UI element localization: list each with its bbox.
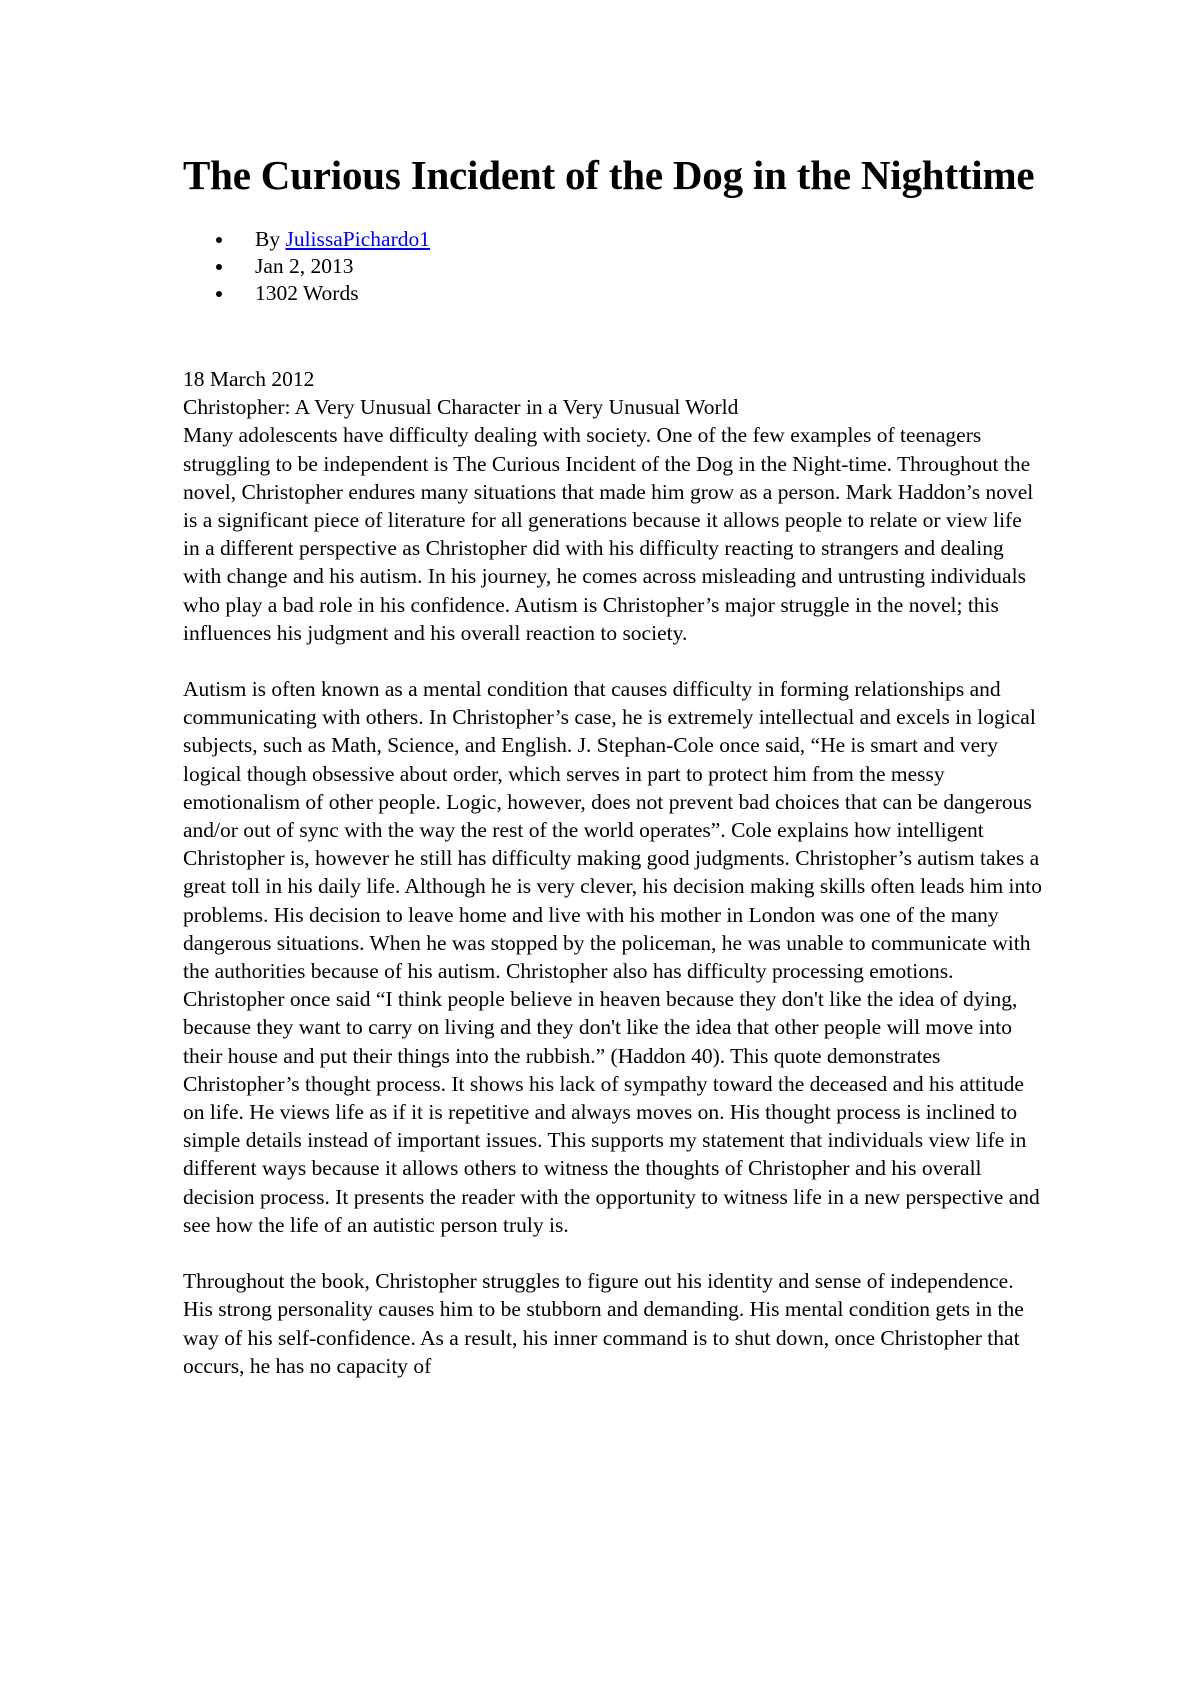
meta-author-item: [255, 226, 1043, 253]
essay-date-line: 18 March 2012: [183, 367, 315, 391]
essay-paragraph-1: Many adolescents have difficulty dealing with society. One of the few examples of teenagers struggling to be independent is The Curious Incident of the Dog in the Night-time. Throughout the novel, Christopher endures many situations that made him grow as a person. Mark Haddon’s novel is a significant piece of literature for all generations because it allows people to relate or view life in a different perspective as Christopher did with his difficulty reacting to strangers and dealing with change and his autism. In his journey, he comes across misleading and untrusting individuals who play a bad role in his confidence. Autism is Christopher’s major struggle in the novel; this influences his judgment and his overall reaction to society.: [183, 423, 1034, 645]
meta-list: [183, 226, 1043, 307]
essay-paragraph-3: Throughout the book, Christopher struggles to figure out his identity and sense of independence. His strong personality causes him to be stubborn and demanding. His mental condition gets in the way of his self-confidence. As a result, his inner command is to shut down, once Christopher that occurs, he has no capacity of: [183, 1269, 1024, 1378]
essay-title-line: Christopher: A Very Unusual Character in a Very Unusual World: [183, 395, 739, 420]
essay-body: [183, 365, 1043, 1380]
document-title: The Curious Incident of the Dog in the Nighttime: [183, 152, 1035, 198]
essay-paragraph-2: Autism is often known as a mental condition that causes difficulty in forming relationships and communicating with others. In Christopher’s case, he is extremely intellectual and excels in logical subjects, such as Math, Science, and English. J. Stephan-Cole once said, “He is smart and very logical though obsessive about order, which serves in part to protect him from the messy emotionalism of other people. Logic, however, does not prevent bad choices that can be dangerous and/or out of sync with the way the rest of the world operates”. Cole explains how intelligent Christopher is, however he still has difficulty making good judgments. Christopher’s autism takes a great toll in his daily life. Although he is very clever, his decision making skills often leads him into problems. His decision to leave home and live with his mother in London was one of the many dangerous situations. When he was stopped by the policeman, he was unable to communicate with the authorities because of his autism. Christopher also has difficulty processing emotions. Christopher once said “I think people believe in heaven because they don't like the idea of dying, because they want to carry on living and they don't like the idea that other people will move into their house and put their things into the rubbish.” (Haddon 40). This quote demonstrates Christopher’s thought process. It shows his lack of sympathy toward the deceased and his attitude on life. He views life as if it is repetitive and always moves on. His thought process is inclined to simple details instead of important issues. This supports my statement that individuals view life in different ways because it allows others to witness the thoughts of Christopher and his overall decision process. It presents the reader with the opportunity to witness life in a new perspective and see how the life of an autistic person truly is.: [183, 677, 1042, 1237]
meta-by-prefix: By: [255, 227, 286, 251]
document-page: [183, 148, 1043, 1380]
meta-word-count-item: 1302 Words: [255, 280, 1043, 307]
meta-date-item: Jan 2, 2013: [255, 253, 1043, 280]
author-link[interactable]: JulissaPichardo1: [285, 227, 430, 251]
